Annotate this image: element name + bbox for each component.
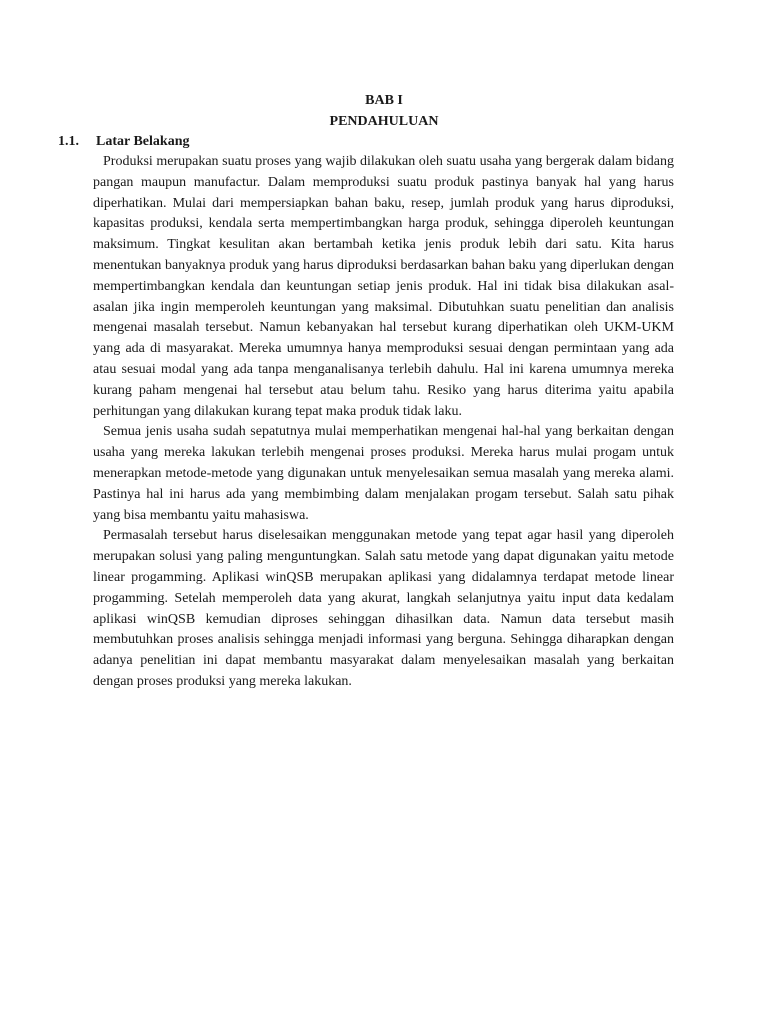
chapter-number: BAB I: [365, 93, 403, 108]
chapter-title: PENDAHULUAN: [329, 114, 439, 129]
body-text: [93, 152, 674, 693]
paragraph-1: Produksi merupakan suatu proses yang wajib dilakukan oleh suatu usaha yang bergerak dalam bidang pangan maupun manufactur. Dalam memproduksi suatu produk pastinya banyak hal yang harus diperhatikan. Mulai dari mempersiapkan bahan baku, resep, jumlah produk yang harus diproduksi, kapasitas produksi, kendala serta mempertimbangkan harga produk, sehingga diperoleh keuntungan maksimum. Tingkat kesulitan akan bertambah ketika jenis produk lebih dari satu. Kita harus menentukan banyaknya produk yang harus diproduksi berdasarkan bahan baku yang diperlukan dengan mempertimbangkan kendala dan keuntungan setiap jenis produk. Hal ini tidak bisa dilakukan asal-asalan jika ingin memperoleh keuntungan yang maksimal. Dibutuhkan suatu penelitian dan analisis mengenai masalah tersebut. Namun kebanyakan hal tersebut kurang diperhatikan oleh UKM-UKM yang ada di masyarakat. Mereka umumnya hanya memproduksi sesuai dengan permintaan yang ada atau sesuai modal yang ada tanpa menganalisanya terlebih dahulu. Hal ini karena umumnya mereka kurang paham mengenai hal tersebut atau belum tahu. Resiko yang harus diterima yaitu apabila perhitungan yang dilakukan kurang tepat maka produk tidak laku.: [93, 154, 674, 419]
section-heading: [58, 132, 189, 152]
section-number: 1.1.: [58, 134, 79, 149]
section-title: Latar Belakang: [96, 134, 190, 149]
paragraph-3: Permasalah tersebut harus diselesaikan menggunakan metode yang tepat agar hasil yang diperoleh merupakan solusi yang paling menguntungkan. Salah satu metode yang dapat digunakan yaitu metode linear progamming. Aplikasi winQSB merupakan aplikasi yang didalamnya terdapat metode linear progamming. Setelah memperoleh data yang akurat, langkah selanjutnya yaitu input data kedalam aplikasi winQSB kemudian diproses sehinggan dihasilkan data. Namun data tersebut masih membutuhkan proses analisis sehingga menjadi informasi yang berguna. Sehingga diharapkan dengan adanya penelitian ini dapat membantu masyarakat dalam menyelesaikan masalah yang berkaitan dengan proses produksi yang mereka lakukan.: [93, 528, 674, 689]
paragraph-2: Semua jenis usaha sudah sepatutnya mulai memperhatikan mengenai hal-hal yang berkaitan dengan usaha yang mereka lakukan terlebih mengenai proses produksi. Mereka harus mulai progam untuk menerapkan metode-metode yang digunakan untuk menyelesaikan semua masalah yang mereka alami. Pastinya hal ini harus ada yang membimbing dalam menjalakan progam tersebut. Salah satu pihak yang bisa membantu yaitu mahasiswa.: [93, 424, 674, 523]
